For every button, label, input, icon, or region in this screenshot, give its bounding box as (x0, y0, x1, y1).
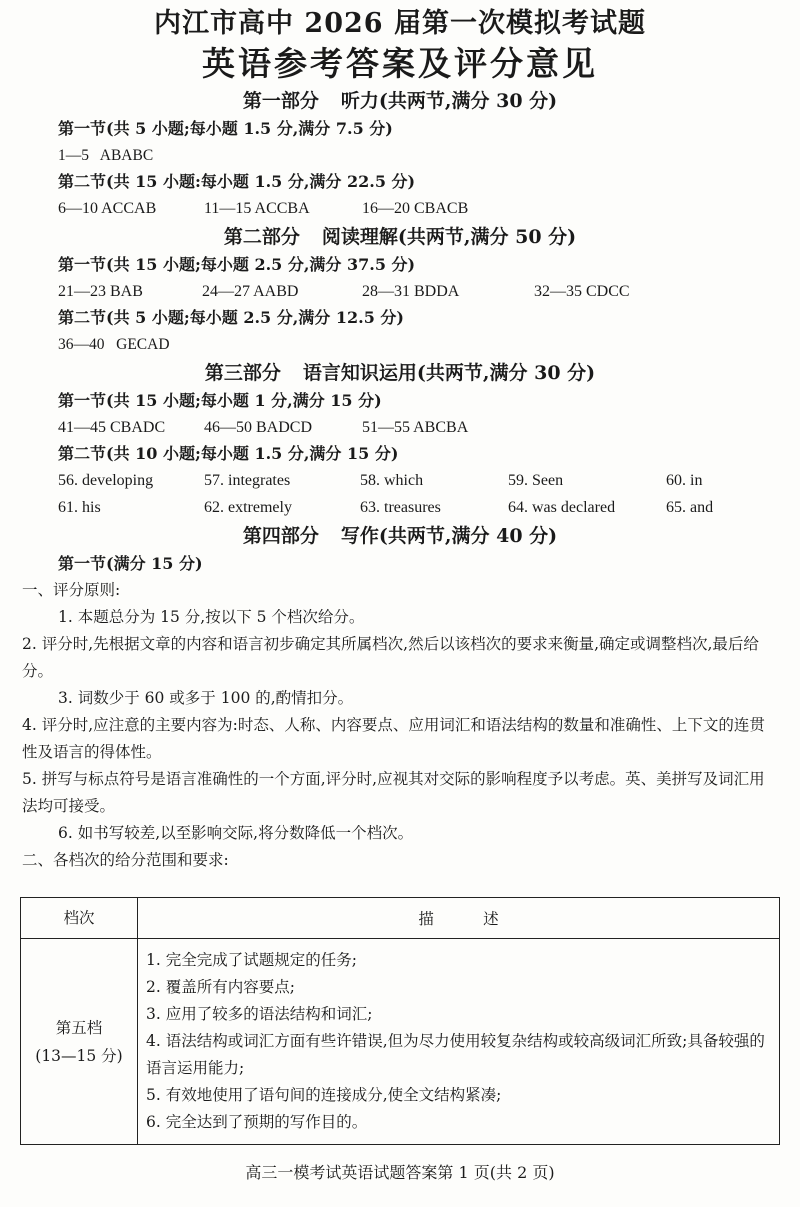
exam-title: 内江市高中 2026 届第一次模拟考试题 (154, 8, 646, 39)
principle-6: 6. 如书写较差,以至影响交际,将分数降低一个档次。 (58, 824, 414, 842)
table-level-cell (21, 939, 138, 1145)
level-range: (13—15 分) (35, 1046, 123, 1065)
part2-section1-heading: 第一节(共 15 小题;每小题 2.5 分,满分 37.5 分) (58, 255, 416, 274)
page-footer: 高三一模考试英语试题答案第 1 页(共 2 页) (245, 1163, 555, 1182)
part3-heading: 第三部分 语言知识运用(共两节,满分 30 分) (204, 362, 596, 384)
scoring-principles (0, 577, 800, 874)
requirement-1: 1. 完全完成了试题规定的任务; (146, 951, 357, 969)
part4-heading: 第四部分 写作(共两节,满分 40 分) (242, 525, 558, 547)
table-description-cell (138, 939, 780, 1145)
requirement-6: 6. 完全达到了预期的写作目的。 (146, 1113, 368, 1131)
part2-section2-heading: 第二节(共 5 小题;每小题 2.5 分,满分 12.5 分) (58, 308, 404, 327)
part3-section2-heading: 第二节(共 10 小题;每小题 1.5 分,满分 15 分) (58, 444, 399, 463)
principle-3: 3. 词数少于 60 或多于 100 的,酌情扣分。 (58, 689, 354, 707)
requirement-5: 5. 有效地使用了语句间的连接成分,使全文结构紧凑; (146, 1086, 502, 1104)
part4-section1-heading: 第一节(满分 15 分) (58, 554, 203, 573)
scoring-table (20, 897, 780, 1145)
principles-title: 一、评分原则: (22, 581, 121, 599)
part3-section2-row1: 56. developing 57. integrates 58. which 59. Seen 60. in (58, 472, 703, 489)
part3-section2-row2: 61. his 62. extremely 63. treasures 64. was declared 65. and (58, 499, 714, 516)
part3-section1-answers: 41—45 CBADC 46—50 BADCD 51—55 ABCBA (58, 419, 469, 436)
requirement-4: 4. 语法结构或词汇方面有些许错误,但为尽力使用较复杂结构或较高级词汇所致;具备较强的语言运用能力; (146, 1032, 765, 1077)
part1-section1-heading: 第一节(共 5 小题;每小题 1.5 分,满分 7.5 分) (58, 119, 393, 138)
part1-section2-heading: 第二节(共 15 小题:每小题 1.5 分,满分 22.5 分) (58, 172, 416, 191)
part2-section1-answers: 21—23 BAB 24—27 AABD 28—31 BDDA 32—35 CDCC (58, 283, 630, 300)
requirement-2: 2. 覆盖所有内容要点; (146, 978, 295, 996)
table-header-level: 档次 (21, 898, 138, 939)
part3-section1-heading: 第一节(共 15 小题;每小题 1 分,满分 15 分) (58, 391, 382, 410)
answer-subtitle: 英语参考答案及评分意见 (202, 44, 598, 83)
part1-section1-answers: 1—5 ABABC (58, 147, 154, 164)
part2-section2-answers: 36—40 GECAD (58, 336, 170, 353)
principle-5: 5. 拼写与标点符号是语言准确性的一个方面,评分时,应视其对交际的影响程度予以考虑。英、美拼写及词汇用法均可接受。 (22, 770, 765, 815)
part1-section2-answers: 6—10 ACCAB 11—15 ACCBA 16—20 CBACB (58, 200, 469, 217)
requirement-3: 3. 应用了较多的语法结构和词汇; (146, 1005, 373, 1023)
part2-heading: 第二部分 阅读理解(共两节,满分 50 分) (223, 226, 577, 248)
principle-4: 4. 评分时,应注意的主要内容为:时态、人称、内容要点、应用词汇和语法结构的数量和准确性、上下文的连贯性及语言的得体性。 (22, 716, 765, 761)
part1-heading: 第一部分 听力(共两节,满分 30 分) (242, 90, 558, 112)
table-header-description: 描 述 (138, 898, 780, 939)
principle-1: 1. 本题总分为 15 分,按以下 5 个档次给分。 (58, 608, 365, 626)
levels-title: 二、各档次的给分范围和要求: (22, 851, 229, 869)
principle-2: 2. 评分时,先根据文章的内容和语言初步确定其所属档次,然后以该档次的要求来衡量,确定或调整档次,最后给分。 (22, 635, 759, 680)
level-name: 第五档 (55, 1018, 103, 1037)
